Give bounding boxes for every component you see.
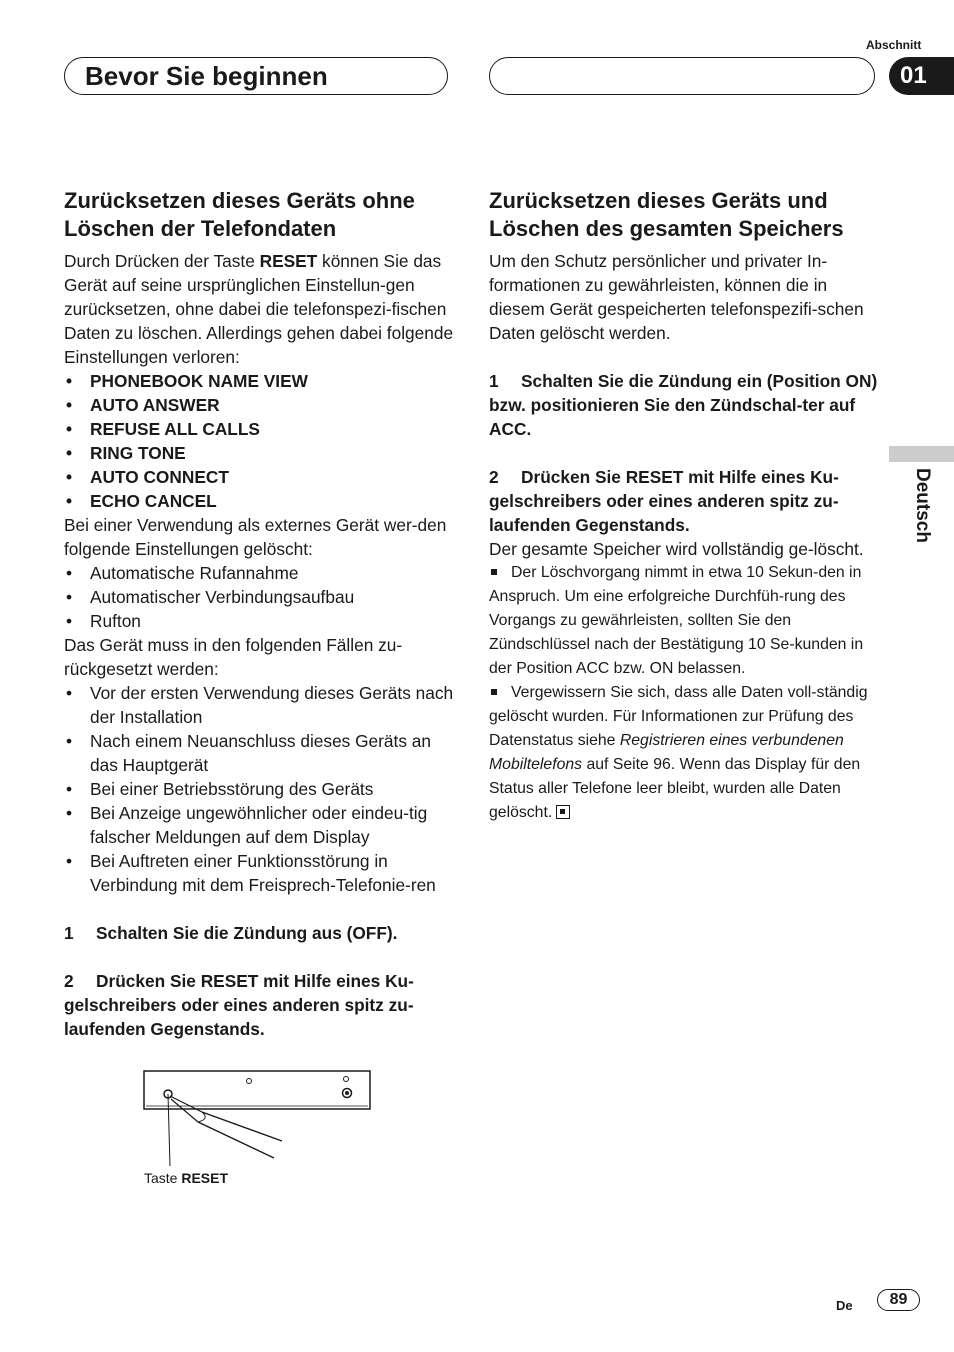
left-step-2	[64, 969, 454, 1041]
step-number: 2	[64, 971, 74, 991]
caption-key: RESET	[181, 1170, 229, 1186]
step-text: Schalten Sie die Zündung ein (Position ON) bzw. positionieren Sie den Zündschal-ter auf ACC.	[489, 371, 878, 439]
list-item: • AUTO CONNECT	[64, 465, 454, 489]
illustration-caption	[144, 1170, 228, 1186]
note-text-cont: auf Seite 96. Wenn das Display für den Status aller Telefone leer bleibt, wurden alle Daten gelöscht.	[489, 756, 861, 821]
right-column	[489, 187, 879, 825]
note-1	[489, 561, 879, 681]
step-number: 1	[64, 923, 74, 943]
section-number: 01	[889, 57, 954, 95]
intro-text: Durch Drücken der Taste	[64, 251, 260, 271]
list-item: • Vor der ersten Verwendung dieses Geräts nach der Installation	[64, 681, 454, 729]
side-tab	[889, 446, 954, 462]
step-number: 1	[489, 371, 499, 391]
side-language-label: Deutsch	[912, 468, 933, 543]
left-intro	[64, 249, 454, 369]
list-item: • Rufton	[64, 609, 454, 633]
right-step-2	[489, 465, 879, 537]
right-intro: Um den Schutz persönlicher und privater In-formationen zu gewährleisten, können die in diesem Gerät gespeicherten telefonspezifi-schen Daten gelöscht werden.	[489, 251, 864, 343]
right-heading: Zurücksetzen dieses Geräts und Löschen des gesamten Speichers	[489, 188, 844, 241]
step-text: Drücken Sie RESET mit Hilfe eines Ku-gelschreibers oder eines anderen spitz zu-laufenden Gegenstands.	[489, 467, 839, 535]
list-item: • Bei Anzeige ungewöhnlicher oder eindeu-tig falscher Meldungen auf dem Display	[64, 801, 454, 849]
list-item: • Bei Auftreten einer Funktionsstörung in Verbindung mit dem Freisprech-Telefonie-ren	[64, 849, 454, 897]
list-item: • Bei einer Betriebsstörung des Geräts	[64, 777, 454, 801]
note-square-icon	[491, 569, 497, 575]
right-step-1	[489, 369, 879, 441]
left-column	[64, 187, 454, 1041]
step-number: 2	[489, 467, 499, 487]
left-step-1	[64, 921, 454, 945]
list-item: • AUTO ANSWER	[64, 393, 454, 417]
external-text: Bei einer Verwendung als externes Gerät wer-den folgende Einstellungen gelöscht:	[64, 515, 447, 559]
list-item: • Automatischer Verbindungsaufbau	[64, 585, 454, 609]
reset-cases-text: Das Gerät muss in den folgenden Fällen zu-rückgesetzt werden:	[64, 635, 403, 679]
lost-settings-list	[64, 369, 454, 513]
caption-text: Taste	[144, 1170, 182, 1186]
end-mark-icon	[556, 805, 570, 819]
footer-language: De	[836, 1298, 853, 1313]
list-item: • ECHO CANCEL	[64, 489, 454, 513]
page-number: 89	[877, 1289, 920, 1311]
step-text: Schalten Sie die Zündung aus (OFF).	[96, 923, 398, 943]
note-2	[489, 681, 879, 825]
list-item: • PHONEBOOK NAME VIEW	[64, 369, 454, 393]
note-square-icon	[491, 689, 497, 695]
list-item: • RING TONE	[64, 441, 454, 465]
left-heading: Zurücksetzen dieses Geräts ohne Löschen der Telefondaten	[64, 188, 415, 241]
step-text: Drücken Sie RESET mit Hilfe eines Ku-gelschreibers oder eines anderen spitz zu-laufenden Gegenstands.	[64, 971, 414, 1039]
note-text: Vergewissern Sie sich, dass alle Daten voll-ständig gelöscht wurden. Für Informationen zur Prüfung des Datenstatus siehe	[489, 684, 868, 749]
intro-text-cont: können Sie das Gerät auf seine ursprünglichen Einstellun-gen zurücksetzen, ohne dabei die telefonspezi-fischen Daten zu löschen. Allerdings gehen dabei folgende Einstellungen verloren:	[64, 251, 454, 367]
section-label: Abschnitt	[866, 38, 922, 52]
list-item: • Nach einem Neuanschluss dieses Geräts an das Hauptgerät	[64, 729, 454, 777]
reset-key-label: RESET	[259, 251, 318, 271]
list-item: • REFUSE ALL CALLS	[64, 417, 454, 441]
reset-button-illustration	[140, 1066, 380, 1166]
header-empty-box	[489, 57, 875, 95]
reset-cases-list	[64, 681, 454, 897]
chapter-title-box	[64, 57, 448, 95]
step-result: Der gesamte Speicher wird vollständig ge-löscht.	[489, 539, 864, 559]
note-text: Der Löschvorgang nimmt in etwa 10 Sekun-den in Anspruch. Um eine erfolgreiche Durchfüh-rung des Vorgangs zu gewährleisten, sollten Sie den Zündschlüssel nach der Bestätigung 10 Se-kunden in der Position ACC bzw. ON belassen.	[489, 564, 864, 677]
chapter-title: Bevor Sie beginnen	[85, 61, 328, 91]
cross-reference: Registrieren eines verbundenen Mobiltelefons	[489, 732, 844, 773]
list-item: • Automatische Rufannahme	[64, 561, 454, 585]
external-list	[64, 561, 454, 633]
